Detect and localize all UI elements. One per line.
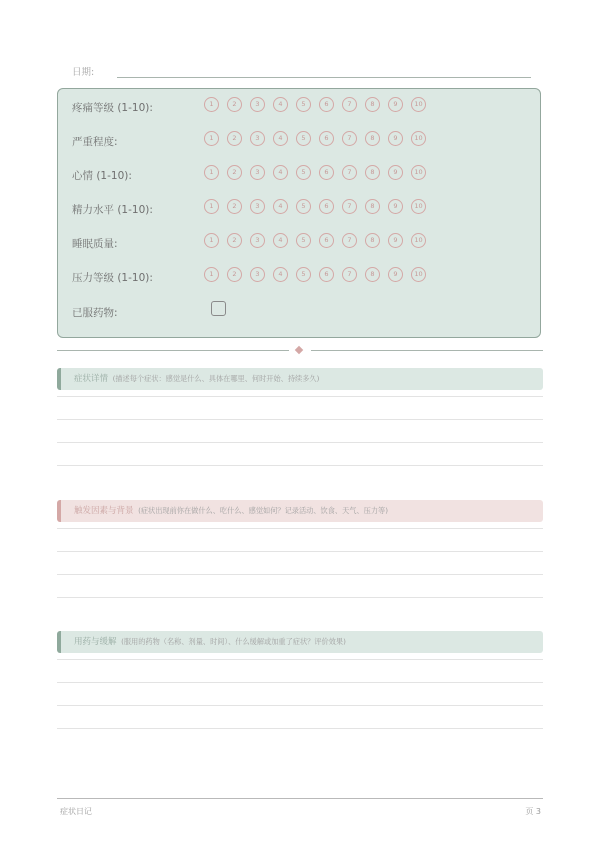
medication-label: 已服药物:	[72, 307, 118, 319]
rating-option-1[interactable]: 1	[204, 97, 219, 112]
rating-option-10[interactable]: 10	[411, 199, 426, 214]
rating-option-8[interactable]: 8	[365, 233, 380, 248]
rating-option-1[interactable]: 1	[204, 199, 219, 214]
writing-line[interactable]	[57, 396, 543, 397]
rating-panel	[57, 88, 541, 338]
rating-label: 精力水平 (1-10):	[72, 204, 153, 216]
writing-line[interactable]	[57, 728, 543, 729]
writing-line[interactable]	[57, 574, 543, 575]
rating-row	[58, 97, 540, 117]
rating-option-8[interactable]: 8	[365, 199, 380, 214]
rating-option-10[interactable]: 10	[411, 267, 426, 282]
rating-option-7[interactable]: 7	[342, 97, 357, 112]
rating-row	[58, 233, 540, 253]
rating-option-6[interactable]: 6	[319, 131, 334, 146]
date-input-line[interactable]	[117, 77, 531, 78]
section-header-symptom-details	[57, 368, 543, 390]
writing-line[interactable]	[57, 597, 543, 598]
rating-option-6[interactable]: 6	[319, 233, 334, 248]
rating-option-6[interactable]: 6	[319, 165, 334, 180]
writing-line[interactable]	[57, 682, 543, 683]
rating-option-5[interactable]: 5	[296, 233, 311, 248]
rating-option-2[interactable]: 2	[227, 267, 242, 282]
rating-option-10[interactable]: 10	[411, 97, 426, 112]
rating-option-3[interactable]: 3	[250, 233, 265, 248]
rating-option-6[interactable]: 6	[319, 267, 334, 282]
date-label: 日期:	[72, 67, 95, 78]
rating-option-4[interactable]: 4	[273, 199, 288, 214]
rating-row	[58, 131, 540, 151]
rating-row	[58, 199, 540, 219]
rating-option-6[interactable]: 6	[319, 199, 334, 214]
rating-option-8[interactable]: 8	[365, 131, 380, 146]
rating-option-5[interactable]: 5	[296, 267, 311, 282]
rating-label: 疼痛等级 (1-10):	[72, 102, 153, 114]
writing-line[interactable]	[57, 659, 543, 660]
writing-line[interactable]	[57, 528, 543, 529]
date-field-row	[72, 64, 532, 80]
rating-option-3[interactable]: 3	[250, 267, 265, 282]
rating-option-3[interactable]: 3	[250, 199, 265, 214]
rating-option-2[interactable]: 2	[227, 165, 242, 180]
rating-option-9[interactable]: 9	[388, 267, 403, 282]
footer-title: 症状日记	[60, 807, 92, 816]
rating-label: 心情 (1-10):	[72, 170, 132, 182]
writing-line[interactable]	[57, 465, 543, 466]
rating-option-1[interactable]: 1	[204, 267, 219, 282]
rating-option-7[interactable]: 7	[342, 233, 357, 248]
section-header-triggers	[57, 500, 543, 522]
rating-option-2[interactable]: 2	[227, 233, 242, 248]
rating-option-9[interactable]: 9	[388, 233, 403, 248]
rating-option-5[interactable]: 5	[296, 165, 311, 180]
rating-option-4[interactable]: 4	[273, 165, 288, 180]
rating-option-9[interactable]: 9	[388, 131, 403, 146]
rating-option-7[interactable]: 7	[342, 165, 357, 180]
rating-option-1[interactable]: 1	[204, 165, 219, 180]
rating-option-4[interactable]: 4	[273, 131, 288, 146]
rating-option-5[interactable]: 5	[296, 97, 311, 112]
rating-option-9[interactable]: 9	[388, 199, 403, 214]
section-title: 触发因素与背景	[74, 506, 134, 516]
rating-option-8[interactable]: 8	[365, 267, 380, 282]
rating-option-9[interactable]: 9	[388, 165, 403, 180]
rating-option-2[interactable]: 2	[227, 97, 242, 112]
rating-option-8[interactable]: 8	[365, 97, 380, 112]
rating-option-5[interactable]: 5	[296, 199, 311, 214]
rating-option-2[interactable]: 2	[227, 199, 242, 214]
rating-option-3[interactable]: 3	[250, 165, 265, 180]
divider-diamond-icon	[295, 346, 303, 354]
section-description: (服用的药物（名称、剂量、时间）、什么缓解或加重了症状？评价效果)	[121, 637, 346, 646]
rating-option-4[interactable]: 4	[273, 233, 288, 248]
rating-option-5[interactable]: 5	[296, 131, 311, 146]
section-header-medication-relief	[57, 631, 543, 653]
rating-option-4[interactable]: 4	[273, 267, 288, 282]
rating-option-2[interactable]: 2	[227, 131, 242, 146]
writing-line[interactable]	[57, 551, 543, 552]
rating-option-1[interactable]: 1	[204, 233, 219, 248]
footer-rule	[57, 798, 543, 799]
rating-label: 压力等级 (1-10):	[72, 272, 153, 284]
rating-option-8[interactable]: 8	[365, 165, 380, 180]
medication-row	[58, 302, 540, 322]
rating-option-4[interactable]: 4	[273, 97, 288, 112]
rating-row	[58, 165, 540, 185]
section-title: 用药与缓解	[74, 637, 117, 647]
section-description: (症状出现前你在做什么、吃什么、感觉如何？记录活动、饮食、天气、压力等)	[138, 506, 389, 515]
rating-option-3[interactable]: 3	[250, 131, 265, 146]
writing-line[interactable]	[57, 442, 543, 443]
page-number: 页 3	[525, 807, 541, 816]
divider-left	[57, 350, 289, 351]
section-title: 症状详情	[74, 374, 109, 384]
rating-option-9[interactable]: 9	[388, 97, 403, 112]
rating-option-6[interactable]: 6	[319, 97, 334, 112]
section-description: (描述每个症状：感觉是什么、具体在哪里、何时开始、持续多久)	[112, 374, 320, 383]
rating-label: 严重程度:	[72, 136, 118, 148]
divider-right	[311, 350, 543, 351]
rating-option-10[interactable]: 10	[411, 165, 426, 180]
rating-option-7[interactable]: 7	[342, 199, 357, 214]
rating-option-10[interactable]: 10	[411, 233, 426, 248]
rating-option-7[interactable]: 7	[342, 131, 357, 146]
rating-option-3[interactable]: 3	[250, 97, 265, 112]
writing-line[interactable]	[57, 419, 543, 420]
rating-label: 睡眠质量:	[72, 238, 118, 250]
medication-checkbox[interactable]	[211, 301, 226, 316]
rating-option-10[interactable]: 10	[411, 131, 426, 146]
rating-option-7[interactable]: 7	[342, 267, 357, 282]
writing-line[interactable]	[57, 705, 543, 706]
rating-option-1[interactable]: 1	[204, 131, 219, 146]
rating-row	[58, 267, 540, 287]
